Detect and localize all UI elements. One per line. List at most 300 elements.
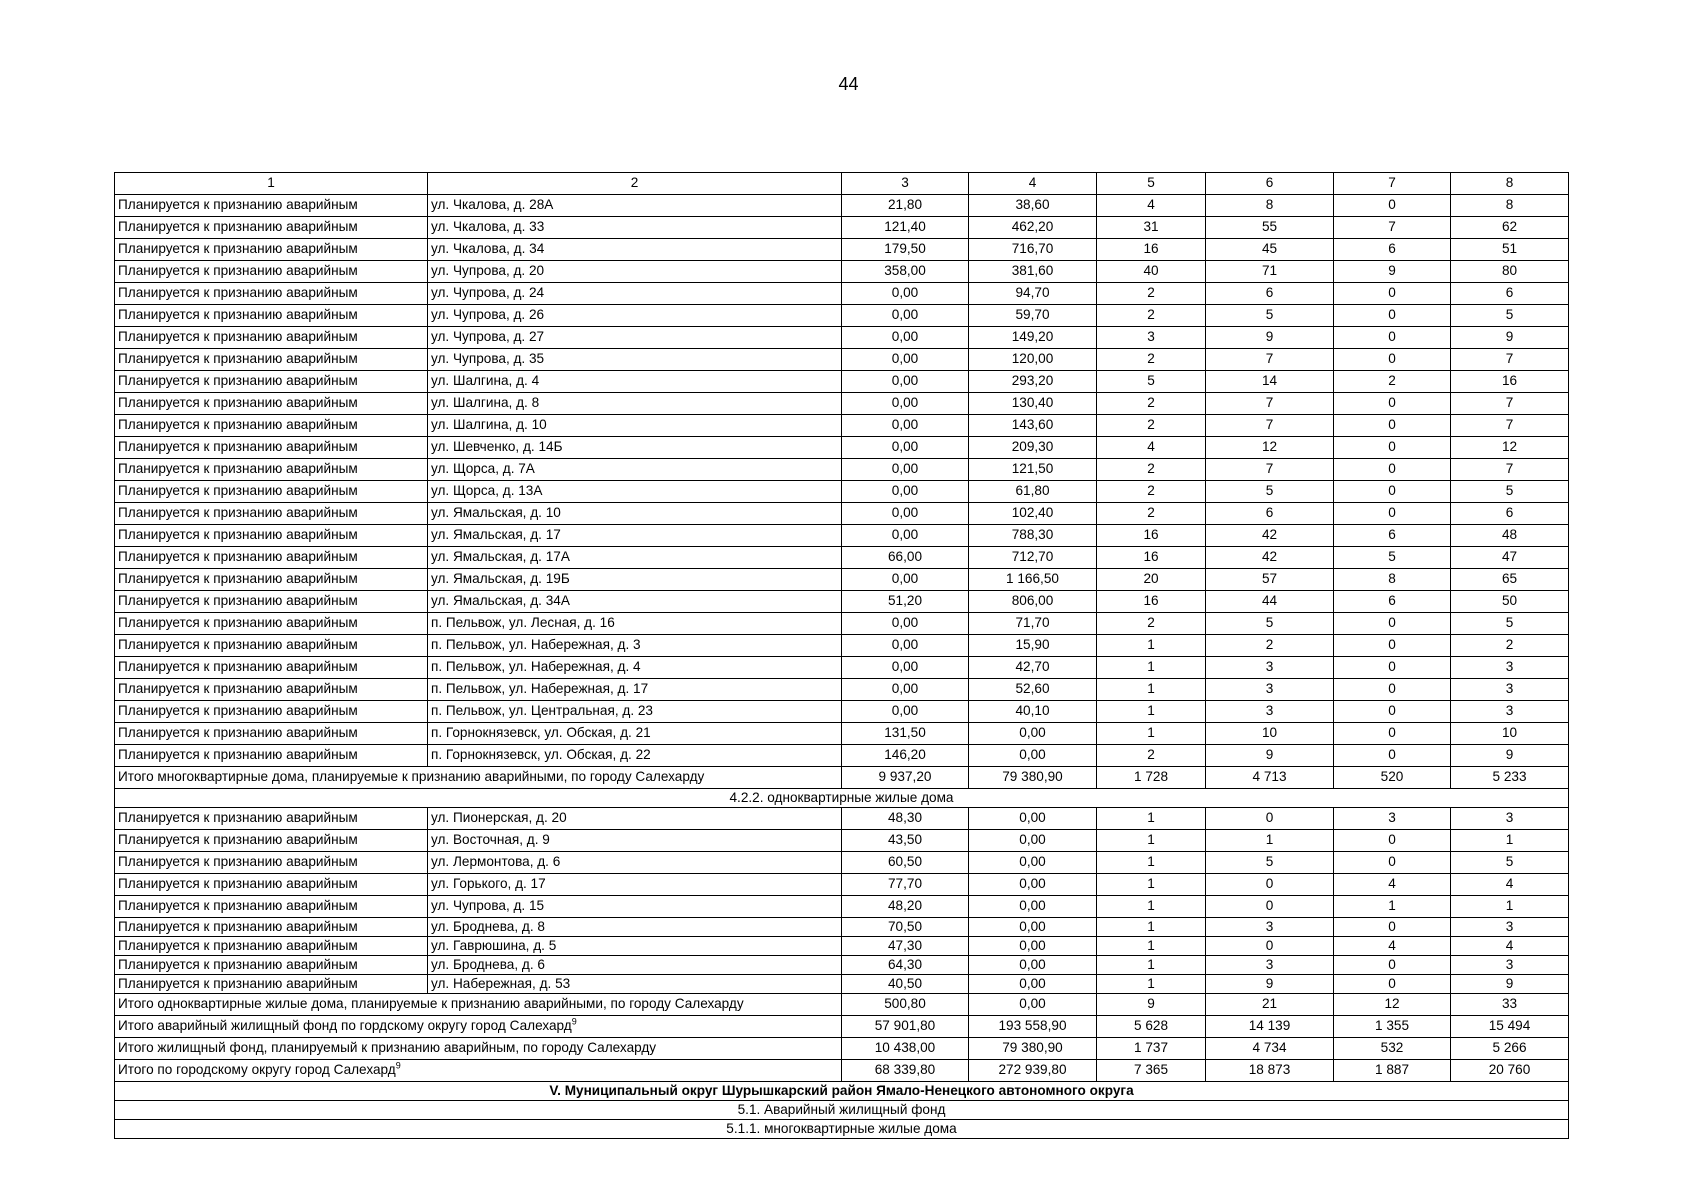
table-row [115,305,1569,327]
value-cell: 66,00 [842,547,969,569]
value-cell: 3 [1451,679,1569,701]
value-cell: 0 [1334,975,1451,994]
value-cell: 0 [1334,503,1451,525]
address-cell: п. Пельвож, ул. Набережная, д. 4 [428,657,842,679]
address-cell: ул. Ямальская, д. 10 [428,503,842,525]
header-cell: 5 [1097,173,1206,195]
header-cell: 1 [115,173,428,195]
total-label [115,1038,842,1060]
value-cell: 5 [1451,852,1569,874]
value-cell: 9 [1334,261,1451,283]
value-cell: 61,80 [969,481,1097,503]
value-cell: 10 [1206,723,1334,745]
value-cell: 462,20 [969,217,1097,239]
value-cell: 12 [1206,437,1334,459]
total-value-cell: 21 [1206,994,1334,1016]
value-cell: 6 [1451,503,1569,525]
page-number: 44 [838,74,859,94]
address-cell: п. Горнокнязевск, ул. Обская, д. 22 [428,745,842,767]
table-row [115,657,1569,679]
value-cell: 94,70 [969,283,1097,305]
status-cell: Планируется к признанию аварийным [115,852,428,874]
value-cell: 3 [1097,327,1206,349]
value-cell: 71 [1206,261,1334,283]
value-cell: 4 [1097,437,1206,459]
header-cell: 3 [842,173,969,195]
value-cell: 71,70 [969,613,1097,635]
table-row [115,327,1569,349]
value-cell: 149,20 [969,327,1097,349]
value-cell: 1 [1451,896,1569,918]
value-cell: 209,30 [969,437,1097,459]
value-cell: 7 [1206,349,1334,371]
value-cell: 102,40 [969,503,1097,525]
value-cell: 0 [1334,349,1451,371]
address-cell: ул. Броднева, д. 8 [428,918,842,937]
value-cell: 16 [1097,239,1206,261]
value-cell: 2 [1097,393,1206,415]
table-row [115,437,1569,459]
value-cell: 0 [1334,305,1451,327]
value-cell: 0,00 [969,723,1097,745]
value-cell: 0,00 [969,808,1097,830]
value-cell: 1 [1097,918,1206,937]
status-cell: Планируется к признанию аварийным [115,371,428,393]
table-row [115,975,1569,994]
value-cell: 48 [1451,525,1569,547]
value-cell: 6 [1206,503,1334,525]
section-row-district [115,1082,1569,1101]
table-row [115,874,1569,896]
value-cell: 1 [1097,975,1206,994]
value-cell: 0,00 [842,657,969,679]
value-cell: 0,00 [842,305,969,327]
value-cell: 7 [1206,393,1334,415]
total-row [115,1016,1569,1038]
value-cell: 0,00 [842,613,969,635]
address-cell: п. Пельвож, ул. Набережная, д. 17 [428,679,842,701]
value-cell: 43,50 [842,830,969,852]
value-cell: 0 [1334,415,1451,437]
value-cell: 2 [1097,415,1206,437]
value-cell: 6 [1334,525,1451,547]
value-cell: 14 [1206,371,1334,393]
section-title: 4.2.2. одноквартирные жилые дома [115,789,1569,808]
table-row [115,679,1569,701]
value-cell: 3 [1451,657,1569,679]
address-cell: п. Горнокнязевск, ул. Обская, д. 21 [428,723,842,745]
value-cell: 0,00 [969,874,1097,896]
total-value-cell: 0,00 [969,994,1097,1016]
value-cell: 0,00 [842,701,969,723]
value-cell: 3 [1206,679,1334,701]
total-value-cell: 1 887 [1334,1060,1451,1082]
value-cell: 1 [1097,956,1206,975]
value-cell: 5 [1206,852,1334,874]
address-cell: ул. Шалгина, д. 10 [428,415,842,437]
address-cell: ул. Шалгина, д. 4 [428,371,842,393]
table-row [115,371,1569,393]
table-row [115,896,1569,918]
value-cell: 1 [1334,896,1451,918]
value-cell: 65 [1451,569,1569,591]
status-cell: Планируется к признанию аварийным [115,349,428,371]
table-row [115,830,1569,852]
total-value-cell: 193 558,90 [969,1016,1097,1038]
status-cell: Планируется к признанию аварийным [115,701,428,723]
value-cell: 50 [1451,591,1569,613]
address-cell: ул. Щорса, д. 13А [428,481,842,503]
header-cell: 2 [428,173,842,195]
status-cell: Планируется к признанию аварийным [115,613,428,635]
value-cell: 0 [1206,808,1334,830]
status-cell: Планируется к признанию аварийным [115,239,428,261]
value-cell: 0 [1334,283,1451,305]
section-row-mkd [115,1120,1569,1139]
value-cell: 3 [1206,918,1334,937]
table-row [115,349,1569,371]
value-cell: 8 [1334,569,1451,591]
value-cell: 16 [1097,591,1206,613]
total-value-cell: 4 713 [1206,767,1334,789]
value-cell: 4 [1097,195,1206,217]
value-cell: 0 [1334,657,1451,679]
value-cell: 64,30 [842,956,969,975]
value-cell: 179,50 [842,239,969,261]
value-cell: 10 [1451,723,1569,745]
value-cell: 51,20 [842,591,969,613]
table-body [115,173,1569,1139]
value-cell: 121,40 [842,217,969,239]
value-cell: 5 [1206,481,1334,503]
value-cell: 5 [1451,613,1569,635]
total-value-cell: 10 438,00 [842,1038,969,1060]
value-cell: 381,60 [969,261,1097,283]
value-cell: 2 [1206,635,1334,657]
address-cell: ул. Шалгина, д. 8 [428,393,842,415]
value-cell: 47,30 [842,937,969,956]
value-cell: 0,00 [969,745,1097,767]
value-cell: 0,00 [969,956,1097,975]
total-value-cell: 4 734 [1206,1038,1334,1060]
value-cell: 0,00 [842,459,969,481]
address-cell: ул. Броднева, д. 6 [428,956,842,975]
total-label-text: Итого многоквартирные дома, планируемые к признанию аварийными, по городу Салехарду [118,769,705,785]
value-cell: 1 [1206,830,1334,852]
address-cell: п. Пельвож, ул. Центральная, д. 23 [428,701,842,723]
status-cell: Планируется к признанию аварийным [115,679,428,701]
address-cell: ул. Чкалова, д. 34 [428,239,842,261]
value-cell: 7 [1451,393,1569,415]
table-row [115,547,1569,569]
value-cell: 712,70 [969,547,1097,569]
value-cell: 1 [1451,830,1569,852]
value-cell: 5 [1334,547,1451,569]
total-value-cell: 1 728 [1097,767,1206,789]
table-row [115,195,1569,217]
value-cell: 9 [1206,745,1334,767]
value-cell: 8 [1206,195,1334,217]
value-cell: 3 [1451,918,1569,937]
value-cell: 0,00 [969,852,1097,874]
table-row [115,525,1569,547]
section-title: 5.1. Аварийный жилищный фонд [115,1101,1569,1120]
table-row [115,261,1569,283]
value-cell: 7 [1451,349,1569,371]
address-cell: п. Пельвож, ул. Набережная, д. 3 [428,635,842,657]
address-cell: п. Пельвож, ул. Лесная, д. 16 [428,613,842,635]
value-cell: 5 [1097,371,1206,393]
value-cell: 38,60 [969,195,1097,217]
total-value-cell: 14 139 [1206,1016,1334,1038]
total-value-cell: 272 939,80 [969,1060,1097,1082]
value-cell: 0 [1334,195,1451,217]
value-cell: 0 [1334,635,1451,657]
value-cell: 6 [1334,239,1451,261]
value-cell: 130,40 [969,393,1097,415]
table-row [115,723,1569,745]
value-cell: 2 [1451,635,1569,657]
address-cell: ул. Чупрова, д. 26 [428,305,842,327]
status-cell: Планируется к признанию аварийным [115,591,428,613]
status-cell: Планируется к признанию аварийным [115,305,428,327]
value-cell: 21,80 [842,195,969,217]
value-cell: 15,90 [969,635,1097,657]
value-cell: 1 [1097,635,1206,657]
status-cell: Планируется к признанию аварийным [115,415,428,437]
value-cell: 0 [1334,723,1451,745]
status-cell: Планируется к признанию аварийным [115,283,428,305]
value-cell: 1 [1097,896,1206,918]
value-cell: 9 [1206,327,1334,349]
value-cell: 121,50 [969,459,1097,481]
value-cell: 4 [1451,937,1569,956]
status-cell: Планируется к признанию аварийным [115,459,428,481]
value-cell: 40 [1097,261,1206,283]
address-cell: ул. Пионерская, д. 20 [428,808,842,830]
value-cell: 0,00 [842,371,969,393]
total-label-text: Итого одноквартирные жилые дома, планируемые к признанию аварийными, по городу Салехарду [118,996,744,1012]
value-cell: 6 [1206,283,1334,305]
total-value-cell: 5 266 [1451,1038,1569,1060]
status-cell: Планируется к признанию аварийным [115,956,428,975]
value-cell: 40,50 [842,975,969,994]
total-value-cell: 5 233 [1451,767,1569,789]
table-row [115,745,1569,767]
value-cell: 0 [1206,896,1334,918]
value-cell: 131,50 [842,723,969,745]
value-cell: 716,70 [969,239,1097,261]
value-cell: 1 [1097,852,1206,874]
value-cell: 3 [1334,808,1451,830]
address-cell: ул. Чупрова, д. 15 [428,896,842,918]
value-cell: 16 [1097,547,1206,569]
value-cell: 6 [1451,283,1569,305]
address-cell: ул. Ямальская, д. 17А [428,547,842,569]
value-cell: 77,70 [842,874,969,896]
status-cell: Планируется к признанию аварийным [115,657,428,679]
value-cell: 143,60 [969,415,1097,437]
value-cell: 0 [1334,852,1451,874]
value-cell: 0,00 [969,896,1097,918]
value-cell: 0,00 [969,937,1097,956]
value-cell: 0 [1334,830,1451,852]
value-cell: 70,50 [842,918,969,937]
value-cell: 9 [1451,975,1569,994]
total-value-cell: 57 901,80 [842,1016,969,1038]
value-cell: 2 [1097,613,1206,635]
table-row [115,937,1569,956]
value-cell: 3 [1206,657,1334,679]
value-cell: 55 [1206,217,1334,239]
status-cell: Планируется к признанию аварийным [115,503,428,525]
value-cell: 31 [1097,217,1206,239]
value-cell: 62 [1451,217,1569,239]
table-row [115,393,1569,415]
header-cell: 7 [1334,173,1451,195]
value-cell: 2 [1097,745,1206,767]
total-value-cell: 15 494 [1451,1016,1569,1038]
value-cell: 293,20 [969,371,1097,393]
value-cell: 2 [1097,283,1206,305]
address-cell: ул. Ямальская, д. 19Б [428,569,842,591]
value-cell: 1 [1097,874,1206,896]
value-cell: 2 [1097,481,1206,503]
value-cell: 44 [1206,591,1334,613]
total-label [115,1060,842,1082]
value-cell: 0,00 [842,283,969,305]
header-cell: 4 [969,173,1097,195]
status-cell: Планируется к признанию аварийным [115,569,428,591]
header-cell: 8 [1451,173,1569,195]
table-row [115,613,1569,635]
value-cell: 3 [1451,701,1569,723]
value-cell: 42,70 [969,657,1097,679]
address-cell: ул. Горького, д. 17 [428,874,842,896]
total-value-cell: 5 628 [1097,1016,1206,1038]
address-cell: ул. Лермонтова, д. 6 [428,852,842,874]
value-cell: 0,00 [969,830,1097,852]
address-cell: ул. Набережная, д. 53 [428,975,842,994]
value-cell: 0,00 [842,525,969,547]
table-row [115,217,1569,239]
value-cell: 42 [1206,547,1334,569]
table-row [115,956,1569,975]
value-cell: 0,00 [842,679,969,701]
value-cell: 0 [1334,393,1451,415]
value-cell: 0,00 [842,437,969,459]
status-cell: Планируется к признанию аварийным [115,525,428,547]
total-value-cell: 9 937,20 [842,767,969,789]
total-label [115,994,842,1016]
total-row [115,1060,1569,1082]
status-cell: Планируется к признанию аварийным [115,808,428,830]
status-cell: Планируется к признанию аварийным [115,745,428,767]
value-cell: 2 [1097,503,1206,525]
value-cell: 1 [1097,657,1206,679]
total-value-cell: 1 355 [1334,1016,1451,1038]
total-value-cell: 12 [1334,994,1451,1016]
value-cell: 4 [1334,874,1451,896]
value-cell: 16 [1097,525,1206,547]
value-cell: 42 [1206,525,1334,547]
total-label-text: Итого аварийный жилищный фонд по гордскому округу город Салехард [118,1018,572,1034]
value-cell: 80 [1451,261,1569,283]
value-cell: 5 [1451,305,1569,327]
table-row [115,503,1569,525]
value-cell: 45 [1206,239,1334,261]
value-cell: 47 [1451,547,1569,569]
value-cell: 5 [1451,481,1569,503]
total-value-cell: 68 339,80 [842,1060,969,1082]
table-row [115,283,1569,305]
value-cell: 0,00 [842,415,969,437]
total-value-cell: 1 737 [1097,1038,1206,1060]
header-cell: 6 [1206,173,1334,195]
status-cell: Планируется к признанию аварийным [115,723,428,745]
value-cell: 7 [1451,459,1569,481]
table-row [115,459,1569,481]
value-cell: 1 166,50 [969,569,1097,591]
status-cell: Планируется к признанию аварийным [115,896,428,918]
value-cell: 9 [1206,975,1334,994]
value-cell: 1 [1097,937,1206,956]
value-cell: 3 [1451,808,1569,830]
total-row [115,1038,1569,1060]
table-row [115,481,1569,503]
value-cell: 7 [1206,459,1334,481]
section-row-emergency [115,1101,1569,1120]
value-cell: 120,00 [969,349,1097,371]
header-row [115,173,1569,195]
value-cell: 48,30 [842,808,969,830]
value-cell: 1 [1097,808,1206,830]
value-cell: 3 [1206,956,1334,975]
total-value-cell: 79 380,90 [969,1038,1097,1060]
table-row [115,808,1569,830]
value-cell: 0 [1334,918,1451,937]
value-cell: 806,00 [969,591,1097,613]
value-cell: 0,00 [969,918,1097,937]
value-cell: 0 [1334,481,1451,503]
total-row [115,994,1569,1016]
table-row [115,852,1569,874]
address-cell: ул. Чкалова, д. 33 [428,217,842,239]
value-cell: 1 [1097,679,1206,701]
value-cell: 7 [1206,415,1334,437]
address-cell: ул. Ямальская, д. 17 [428,525,842,547]
status-cell: Планируется к признанию аварийным [115,437,428,459]
value-cell: 0 [1206,874,1334,896]
section-row-single [115,789,1569,808]
address-cell: ул. Чкалова, д. 28А [428,195,842,217]
value-cell: 0,00 [842,349,969,371]
value-cell: 358,00 [842,261,969,283]
status-cell: Планируется к признанию аварийным [115,874,428,896]
value-cell: 4 [1451,874,1569,896]
total-value-cell: 7 365 [1097,1060,1206,1082]
address-cell: ул. Восточная, д. 9 [428,830,842,852]
status-cell: Планируется к признанию аварийным [115,195,428,217]
value-cell: 1 [1097,701,1206,723]
table-row [115,591,1569,613]
value-cell: 0 [1334,745,1451,767]
total-label-text: Итого по городскому округу город Салехард [118,1062,396,1078]
address-cell: ул. Ямальская, д. 34А [428,591,842,613]
value-cell: 2 [1097,305,1206,327]
address-cell: ул. Чупрова, д. 35 [428,349,842,371]
status-cell: Планируется к признанию аварийным [115,918,428,937]
